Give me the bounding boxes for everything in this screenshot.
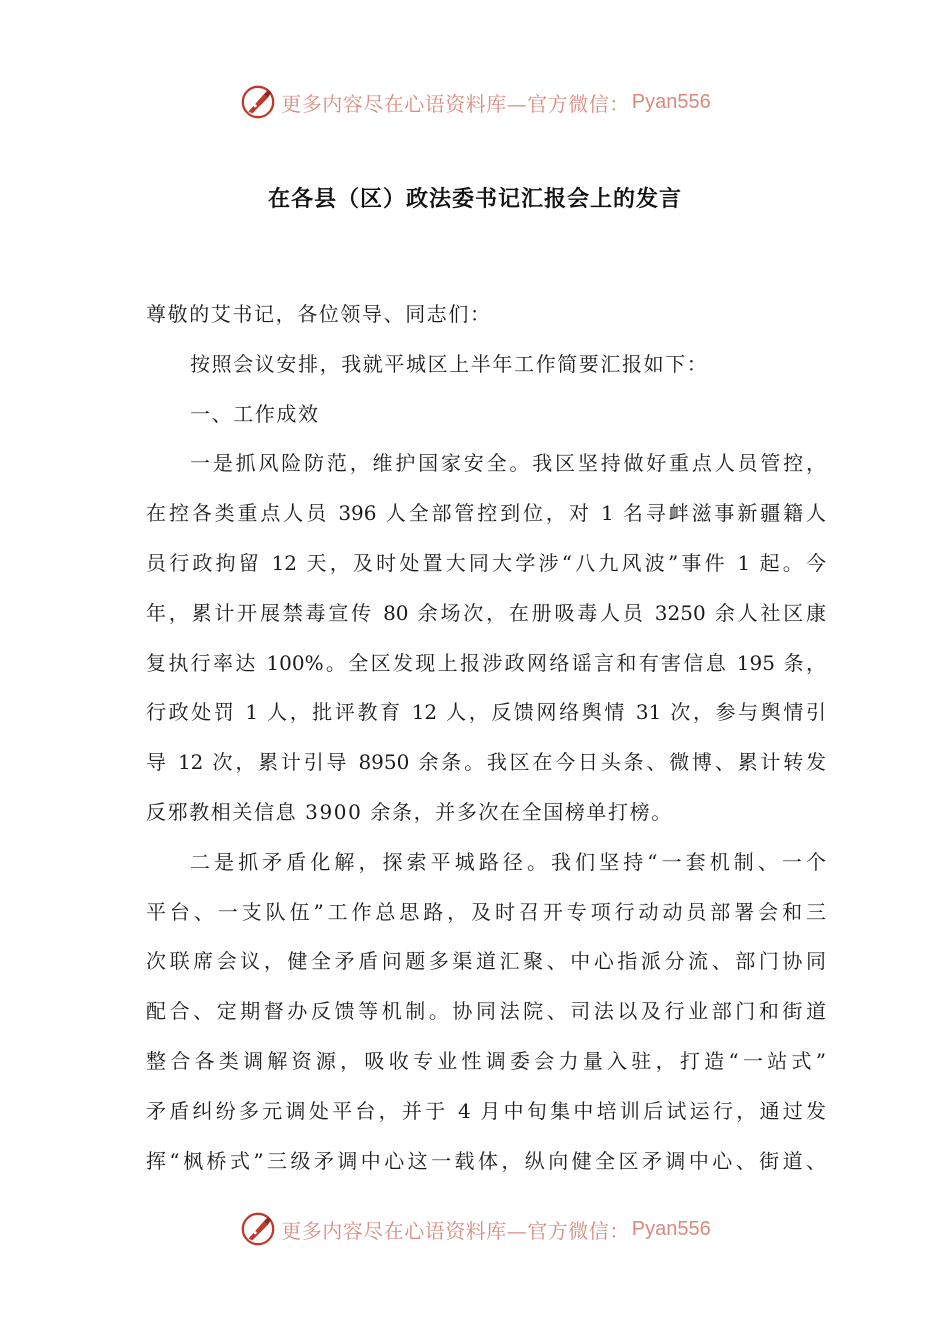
watermark-text: 更多内容尽在心语资料库—官方微信：: [281, 1218, 630, 1243]
paragraph-line: 一是抓风险防范，维护国家安全。我区坚持做好重点人员管控，: [190, 451, 826, 476]
watermark-text: 更多内容尽在心语资料库—官方微信：: [281, 91, 630, 116]
paragraph-line: 按照会议安排，我就平城区上半年工作简要汇报如下：: [190, 351, 709, 376]
header-watermark: [0, 82, 950, 122]
pen-nib-logo-icon: [239, 1210, 277, 1248]
footer-watermark: [0, 1209, 950, 1249]
paragraph-line: 反邪教相关信息 3900 余条，并多次在全国榜单打榜。: [146, 799, 673, 824]
paragraph-line: 整合各类调解资源，吸收专业性调委会力量入驻，打造“一站式”: [146, 1048, 826, 1073]
paragraph-line: 行政处罚 1 人，批评教育 12 人，反馈网络舆情 31 次，参与舆情引: [146, 700, 826, 725]
section-heading: 一、工作成效: [190, 401, 320, 426]
pen-nib-logo-icon: [239, 83, 277, 121]
paragraph-line: 平台、一支队伍”工作总思路，及时召开专项行动动员部署会和三: [146, 899, 826, 924]
salutation-line: 尊敬的艾书记，各位领导、同志们：: [146, 302, 492, 326]
document-title: 在各县（区）政法委书记汇报会上的发言: [267, 187, 682, 212]
paragraph-line: 在控各类重点人员 396 人全部管控到位，对 1 名寻衅滋事新疆籍人: [146, 501, 826, 526]
document-body: [146, 290, 826, 1186]
paragraph-line: 次联席会议，健全矛盾问题多渠道汇聚、中心指派分流、部门协同: [146, 949, 826, 974]
paragraph-line: 导 12 次，累计引导 8950 余条。我区在今日头条、微博、累计转发: [146, 750, 826, 775]
paragraph-line: 挥“枫桥式”三级矛调中心这一载体，纵向健全区矛调中心、街道、: [146, 1148, 826, 1173]
paragraph-line: 复执行率达 100%。全区发现上报涉政网络谣言和有害信息 195 条，: [146, 650, 826, 675]
paragraph-line: 二是抓矛盾化解，探索平城路径。我们坚持“一套机制、一个: [190, 849, 826, 874]
watermark-wechat-id: Pyan556: [631, 1217, 711, 1240]
paragraph-line: 矛盾纠纷多元调处平台，并于 4 月中旬集中培训后试运行，通过发: [146, 1098, 826, 1123]
paragraph-line: 员行政拘留 12 天，及时处置大同大学涉“八九风波”事件 1 起。今: [146, 550, 826, 575]
paragraph-line: 配合、定期督办反馈等机制。协同法院、司法以及行业部门和街道: [146, 999, 826, 1024]
paragraph-line: 年，累计开展禁毒宣传 80 余场次，在册吸毒人员 3250 余人社区康: [146, 600, 826, 625]
watermark-wechat-id: Pyan556: [631, 90, 711, 113]
